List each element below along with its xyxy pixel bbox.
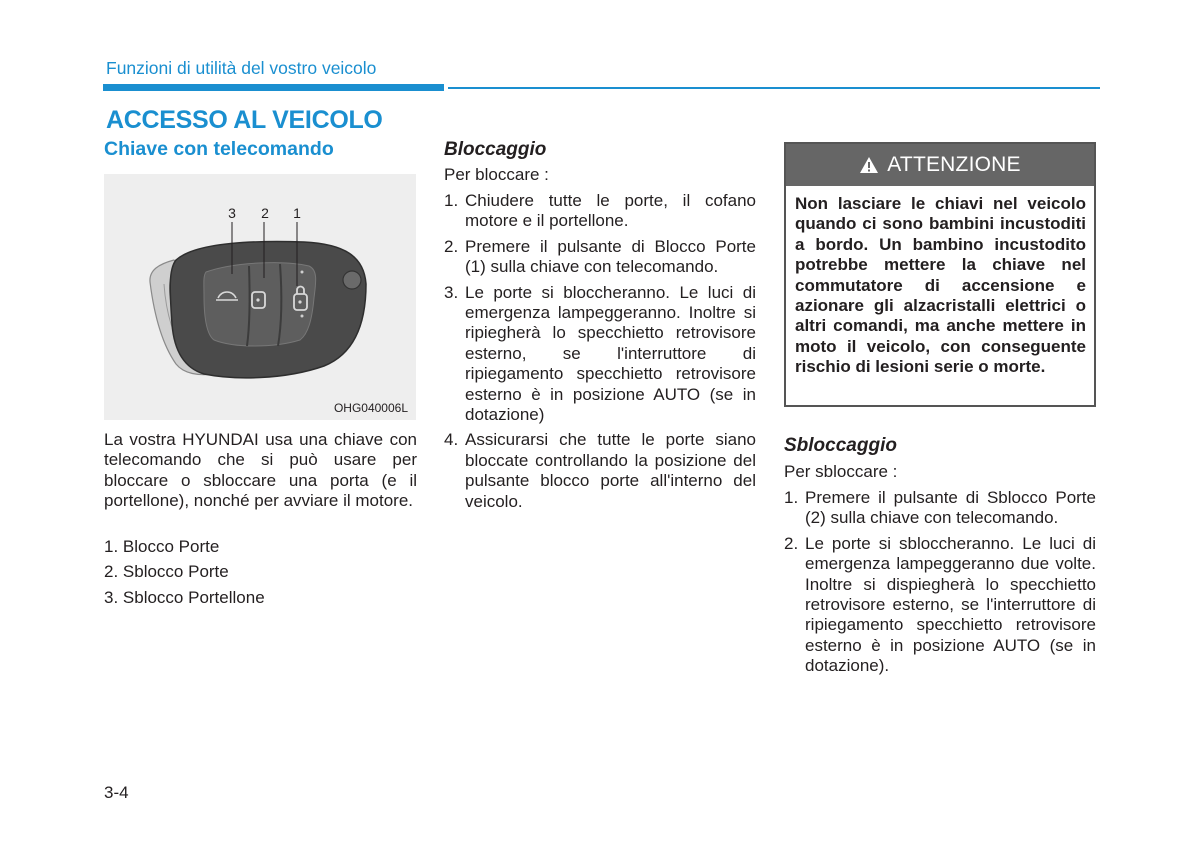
key-fob-figure (104, 174, 416, 420)
chapter-title: Funzioni di utilità del vostro veicolo (106, 58, 377, 78)
step-number: 1. (784, 488, 799, 507)
list-item (444, 430, 756, 512)
step-number: 2. (444, 236, 459, 256)
step-text: Premere il pulsante di Blocco Porte (1) sulla chiave con telecomando. (465, 236, 756, 277)
section-title: ACCESSO AL VEICOLO (106, 106, 383, 134)
lock-intro: Per bloccare : (444, 165, 549, 184)
page-number: 3-4 (104, 783, 129, 802)
step-text: Premere il pulsante di Sblocco Porte (2) sulla chiave con telecomando. (805, 488, 1096, 528)
step-number: 4. (444, 430, 459, 450)
callout-3: 3 (228, 205, 236, 221)
list-item (444, 237, 756, 278)
callout-1: 1 (293, 205, 301, 221)
step-text: Le porte si sbloccheranno. Le luci di emergenza lampeggeranno due volte. Inoltre si dispiegherà lo specchietto retrovisore esterno, se l'interruttore di ripiegamento specchietto retrovisore esterno è in posizione AUTO (se in dotazione). (805, 533, 1096, 676)
header-rule-thin (448, 87, 1100, 89)
button-legend-list (104, 537, 417, 613)
step-text: Chiudere tutte le porte, il cofano motore e il portellone. (465, 191, 756, 231)
list-item (784, 534, 1096, 677)
step-text: Le porte si bloccheranno. Le luci di emergenza lampeggeranno. Inoltre si ripiegherà lo specchietto retrovisore esterno, se l'interruttore di ripiegamento specchietto retrovisore esterno è in posizione AUTO (se in dotazione) (465, 282, 756, 425)
warning-header (786, 144, 1094, 186)
step-number: 2. (784, 533, 799, 553)
unlock-steps (784, 488, 1096, 682)
intro-paragraph: La vostra HYUNDAI usa una chiave con telecomando che si può usare per bloccare o sbloccare una porta (e il portellone), nonché per avviare il motore. (104, 430, 417, 511)
figure-code: OHG040006L (333, 401, 408, 415)
list-item: 3. Sblocco Portellone (104, 587, 265, 607)
list-item: 1. Blocco Porte (104, 537, 220, 556)
list-item (784, 488, 1096, 529)
warning-text: Non lasciare le chiavi nel veicolo quando ci sono bambini incustoditi a bordo. Un bambino incustodito potrebbe mettere la chiave nel commutatore di accensione e azionare gli alzacristalli elettrici o altri comandi, ma anche mettere in moto il veicolo, con conseguente rischio di lesioni serie o morte. (795, 194, 1086, 377)
list-item: 2. Sblocco Porte (104, 562, 229, 582)
unlock-heading: Sbloccaggio (784, 435, 897, 456)
warning-box (784, 142, 1096, 407)
step-text: Assicurarsi che tutte le porte siano bloccate controllando la posizione del pulsante blocco porte all'interno del veicolo. (465, 430, 756, 511)
warning-title: ATTENZIONE (887, 153, 1021, 176)
list-item (444, 283, 756, 426)
callout-2: 2 (261, 205, 269, 221)
header-rule-thick (103, 84, 444, 91)
warning-triangle-icon (859, 156, 879, 174)
subsection-title: Chiave con telecomando (104, 138, 334, 160)
key-fob-illustration (104, 174, 416, 420)
lock-heading: Bloccaggio (444, 139, 547, 160)
lock-steps (444, 191, 756, 517)
step-number: 1. (444, 191, 459, 210)
unlock-intro: Per sbloccare : (784, 462, 898, 481)
list-item (444, 191, 756, 232)
step-number: 3. (444, 282, 459, 302)
